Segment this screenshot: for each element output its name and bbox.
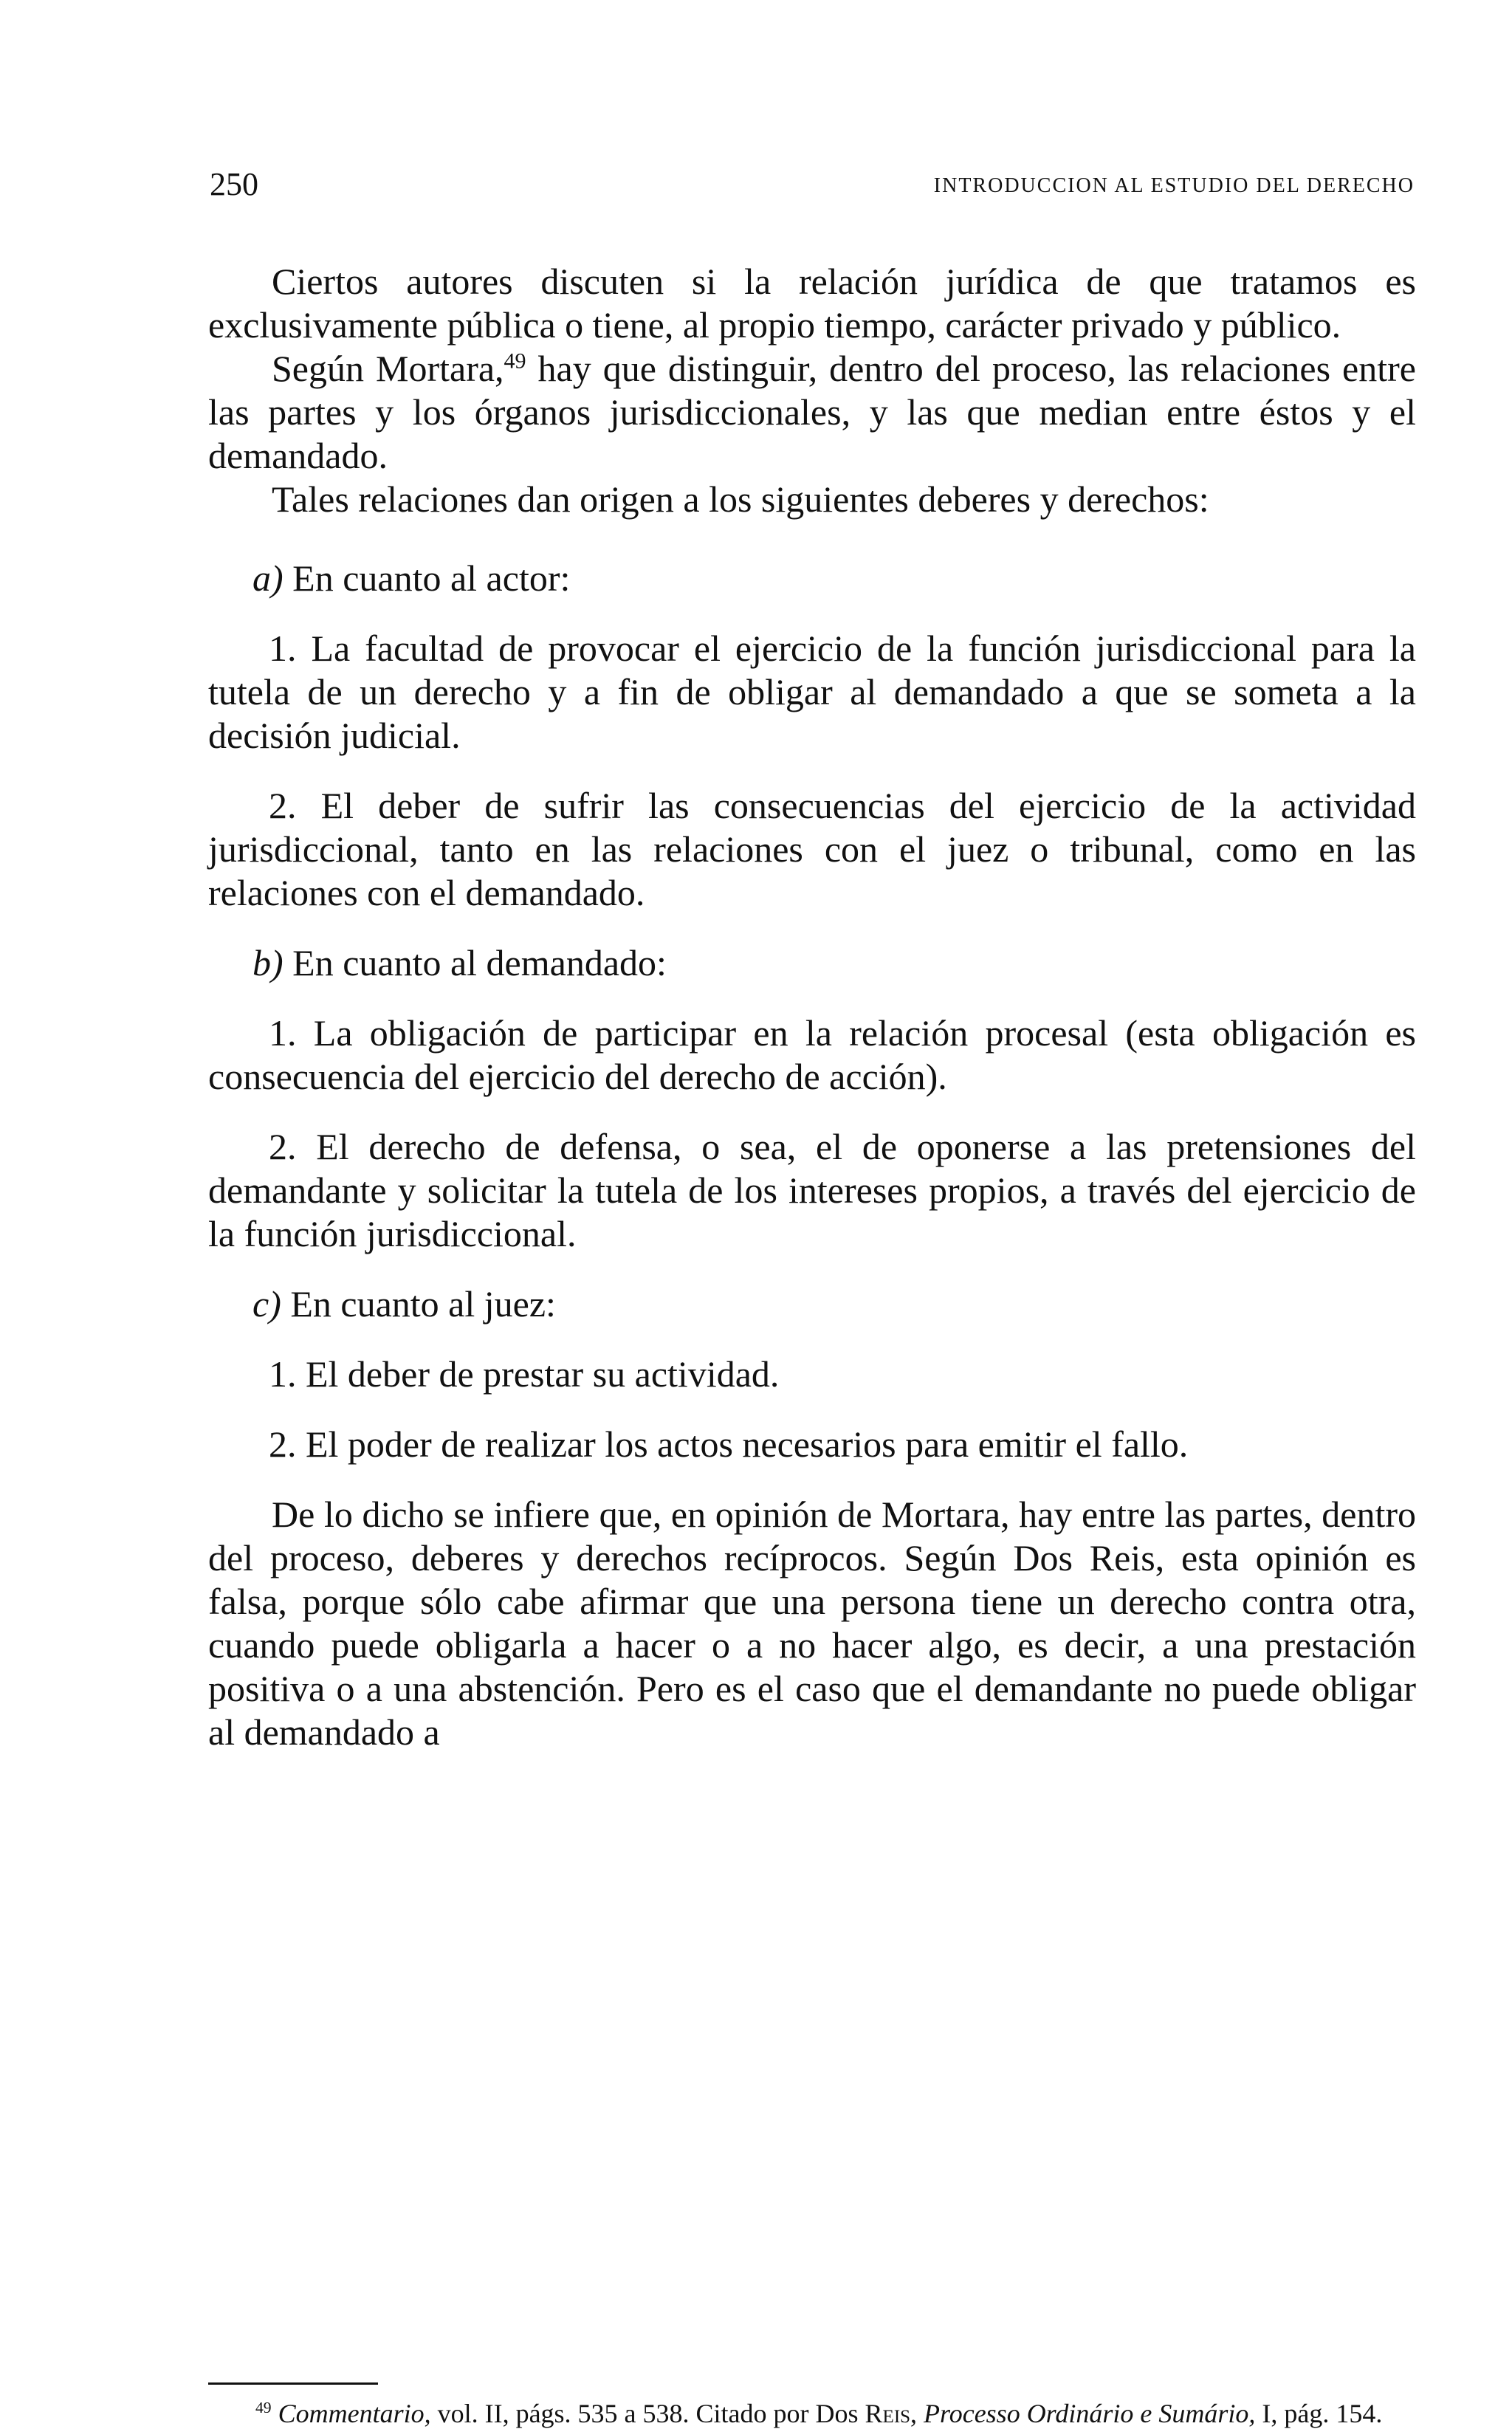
section-heading-actor (208, 557, 1416, 600)
footnote (208, 2398, 1416, 2429)
section-text: En cuanto al demandado: (283, 942, 667, 983)
paragraph-text: Según Mortara, (272, 348, 504, 389)
running-head (210, 165, 1415, 210)
list-item: 2. El deber de sufrir las consecuencias del ejercicio de la actividad jurisdiccional, tanto en las relaciones con el juez o tribunal, como en las relaciones con el demandado. (208, 785, 1416, 913)
footnote-number: 49 (255, 2399, 272, 2416)
list-item: 1. La facultad de provocar el ejercicio de la función jurisdiccional para la tutela de un derecho y a fin de obligar al demandado a que se someta a la decisión judicial. (208, 628, 1416, 756)
section-label: a) (252, 557, 284, 599)
footnote-reference: 49 (504, 348, 526, 374)
section-label: b) (252, 942, 284, 983)
running-title: INTRODUCCION AL ESTUDIO DEL DERECHO (933, 174, 1415, 197)
section-text: En cuanto al juez: (281, 1283, 556, 1325)
paragraph: Tales relaciones dan origen a los siguientes deberes y derechos: (272, 478, 1209, 520)
section-heading-juez (208, 1282, 1416, 1326)
body-text (208, 260, 1416, 1754)
footnote-rule (208, 2382, 378, 2385)
footnote-title: Commentario, (278, 2399, 431, 2428)
section-heading-demandado (208, 941, 1416, 985)
footnote-text: vol. II, págs. 535 a 538. Citado por Dos (430, 2399, 865, 2428)
list-item: 1. La obligación de participar en la relación procesal (esta obligación es consecuencia del ejercicio del derecho de acción). (208, 1012, 1416, 1097)
section-label: c) (252, 1283, 281, 1325)
page-number: 250 (210, 166, 258, 202)
list-item: 1. El deber de prestar su actividad. (269, 1353, 780, 1395)
paragraph: De lo dicho se infiere que, en opinión de Mortara, hay entre las partes, dentro del proceso, deberes y derechos recíprocos. Según Dos Reis, esta opinión es falsa, porque sólo cabe afirmar que una persona tiene un derecho contra otra, cuando puede obligarla a hacer o a no hacer algo, es decir, a una prestación positiva o a una abstención. Pero es el caso que el demandante no puede obligar al demandado a (208, 1494, 1416, 1753)
paragraph-text: hay que distinguir, dentro del proceso, las relaciones entre las partes y los órganos jurisdiccionales, y las que median entre éstos y el demandado. (208, 348, 1416, 476)
list-item: 2. El derecho de defensa, o sea, el de oponerse a las pretensiones del demandante y solicitar la tutela de los intereses propios, a través del ejercicio de la función jurisdiccional. (208, 1126, 1416, 1254)
list-item: 2. El poder de realizar los actos necesarios para emitir el fallo. (269, 1423, 1189, 1465)
section-text: En cuanto al actor: (283, 557, 571, 599)
footnote-author: Reis, (865, 2399, 918, 2428)
footnote-text: I, pág. 154. (1255, 2399, 1383, 2428)
paragraph: Ciertos autores discuten si la relación jurídica de que tratamos es exclusivamente pública o tiene, al propio tiempo, carácter privado y público. (208, 261, 1416, 346)
paragraph-mortara (208, 347, 1416, 478)
footnote-work: Processo Ordinário e Sumário, (917, 2399, 1256, 2428)
